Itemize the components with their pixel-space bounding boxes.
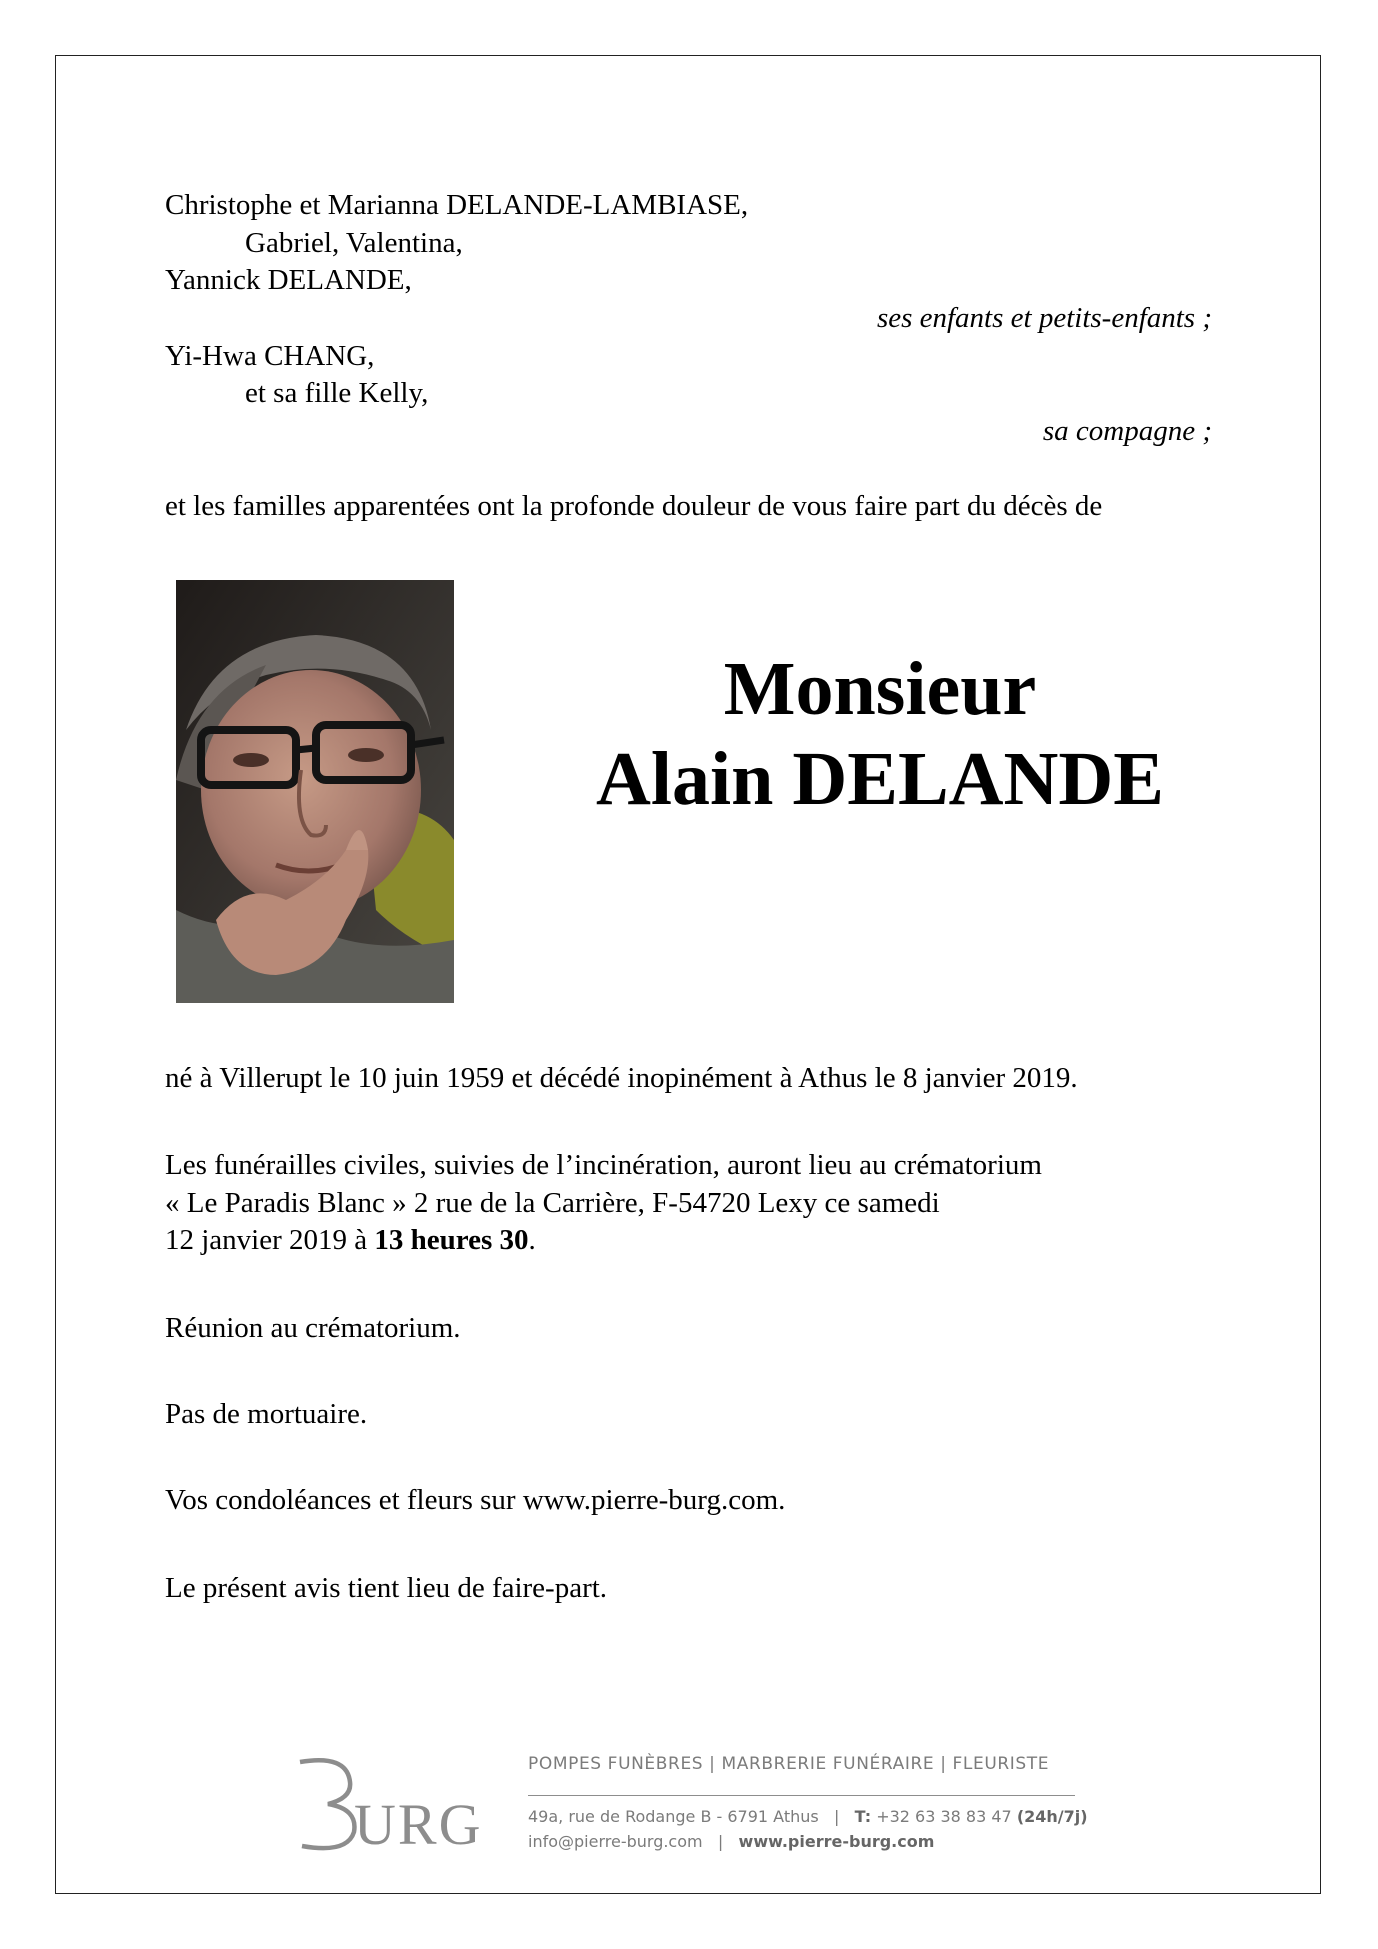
burg-logo bbox=[292, 1754, 482, 1854]
footer-separator: | bbox=[823, 1807, 850, 1826]
footer-contact-line bbox=[528, 1832, 934, 1851]
deceased-name: Alain DELANDE bbox=[596, 737, 1164, 821]
footer-email[interactable]: info@pierre-burg.com bbox=[528, 1832, 703, 1851]
portrait-photo bbox=[176, 580, 454, 1003]
footer-separator: | bbox=[707, 1832, 734, 1851]
family-relation-children: ses enfants et petits-enfants ; bbox=[876, 302, 1212, 334]
funeral-line-3 bbox=[165, 1222, 536, 1258]
notice-line: Le présent avis tient lieu de faire-part. bbox=[165, 1572, 608, 1604]
family-line-3: Yannick DELANDE, bbox=[165, 264, 412, 296]
footer-address: 49a, rue de Rodange B - 6791 Athus bbox=[528, 1807, 819, 1826]
condolences-line: Vos condoléances et fleurs sur www.pierre-burg.com. bbox=[165, 1484, 786, 1516]
funeral-line-end: . bbox=[528, 1224, 536, 1256]
deceased-title: Monsieur bbox=[723, 647, 1037, 731]
announcement-line: et les familles apparentées ont la profonde douleur de vous faire part du décès de bbox=[165, 490, 1103, 522]
footer-services: POMPES FUNÈBRES | MARBRERIE FUNÉRAIRE | FLEURISTE bbox=[528, 1754, 1050, 1774]
mortuary-line: Pas de mortuaire. bbox=[165, 1398, 368, 1430]
birth-death-line: né à Villerupt le 10 juin 1959 et décédé inopinément à Athus le 8 janvier 2019. bbox=[165, 1062, 1078, 1094]
family-line-4: Yi-Hwa CHANG, bbox=[165, 340, 375, 372]
svg-text:URG: URG bbox=[354, 1792, 482, 1854]
funeral-line-1: Les funérailles civiles, suivies de l’incinération, auront lieu au crématorium bbox=[165, 1149, 1042, 1181]
footer-divider bbox=[528, 1795, 1075, 1796]
footer-phone: +32 63 38 83 47 bbox=[876, 1807, 1012, 1826]
footer-phone-label: T: bbox=[854, 1807, 872, 1826]
footer-address-line bbox=[528, 1807, 1088, 1826]
funeral-line-2: « Le Paradis Blanc » 2 rue de la Carrière, F-54720 Lexy ce samedi bbox=[165, 1187, 940, 1219]
family-line-2: Gabriel, Valentina, bbox=[245, 227, 463, 259]
funeral-date: 12 janvier 2019 à bbox=[165, 1224, 375, 1256]
footer-phone-hours: (24h/7j) bbox=[1016, 1807, 1088, 1826]
footer-website[interactable]: www.pierre-burg.com bbox=[738, 1832, 935, 1851]
family-line-5: et sa fille Kelly, bbox=[245, 377, 429, 409]
family-relation-partner: sa compagne ; bbox=[1042, 415, 1212, 447]
family-line-1: Christophe et Marianna DELANDE-LAMBIASE, bbox=[165, 189, 749, 221]
funeral-time: 13 heures 30 bbox=[374, 1224, 529, 1256]
reunion-line: Réunion au crématorium. bbox=[165, 1312, 461, 1344]
